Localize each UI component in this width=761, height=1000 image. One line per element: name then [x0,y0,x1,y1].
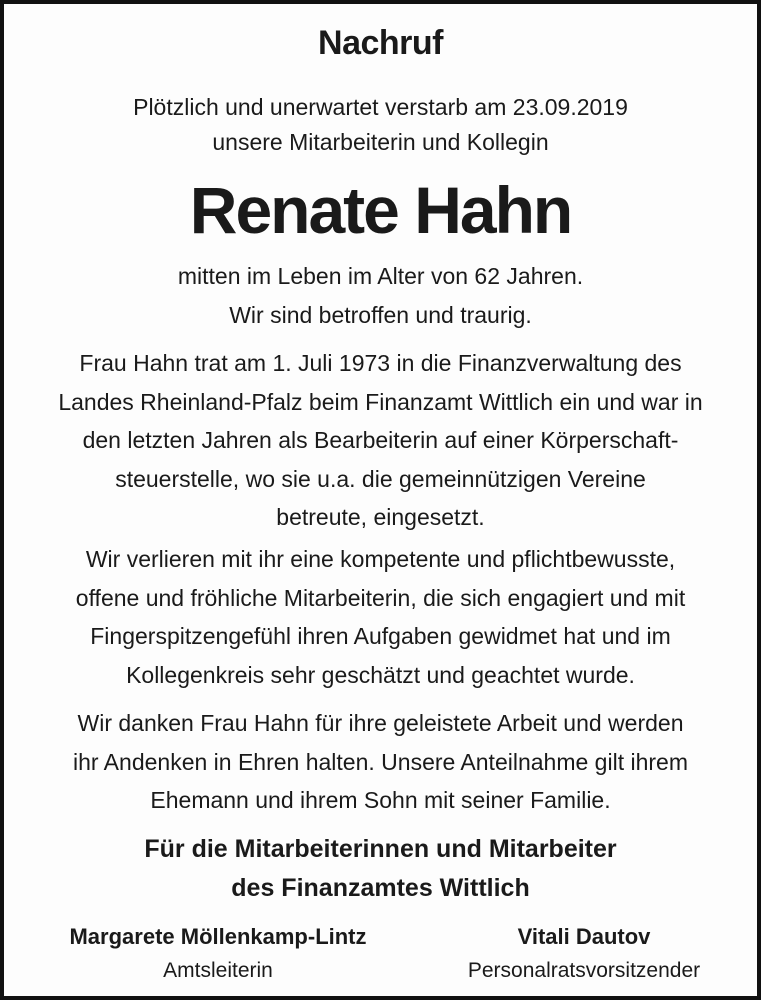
signatory-right [424,920,744,988]
signatory-left [34,920,402,988]
closing-text: Für die Mitarbeiterinnen und Mitarbeiter [144,835,617,863]
paragraph-line: Fingerspitzengefühl ihren Aufgaben gewidmet hat und im [90,623,671,649]
closing-line [4,830,757,908]
paragraph-line: Ehemann und ihrem Sohn mit seiner Familie. [150,787,611,813]
signatory-role: Amtsleiterin [163,959,273,982]
tribute-paragraph [14,540,747,694]
age-paragraph [14,257,747,334]
paragraph-line: Wir danken Frau Hahn für ihre geleistete Arbeit und werden [77,710,684,736]
paragraph-line: offene und fröhliche Mitarbeiterin, die sich engagiert und mit [75,584,686,611]
paragraph-line: Landes Rheinland-Pfalz beim Finanzamt Wittlich ein und war in [58,388,703,415]
paragraph-line: den letzten Jahren als Bearbeiterin auf einer Körperschaft- [82,427,679,453]
paragraph-line: Kollegenkreis sehr geschätzt und geachtet wurde. [126,661,635,688]
signatory-name: Vitali Dautov [517,924,651,949]
paragraph-line: mitten im Leben im Alter von 62 Jahren. [177,263,584,289]
signatory-role: Personalratsvorsitzender [467,959,701,982]
closing-text: des Finanzamtes Wittlich [231,874,530,902]
career-paragraph [14,344,747,537]
paragraph-line: Wir verlieren mit ihr eine kompetente und pflichtbewusste, [85,546,676,572]
notice-heading: Nachruf [318,24,443,62]
intro-line: unsere Mitarbeiterin und Kollegin [212,129,549,155]
intro-text [4,90,757,160]
deceased-name: Renate Hahn [189,173,572,247]
paragraph-line: steuerstelle, wo sie u.a. die gemeinnützigen Vereine [115,465,646,492]
paragraph-line: Wir sind betroffen und traurig. [229,301,532,328]
paragraph-line: ihr Andenken in Ehren halten. Unsere Anteilnahme gilt ihrem [73,748,688,775]
paragraph-line: Frau Hahn trat am 1. Juli 1973 in die Finanzverwaltung des [79,350,682,376]
paragraph-line: betreute, eingesetzt. [276,504,485,530]
thanks-paragraph [14,704,747,820]
signatory-name: Margarete Möllenkamp-Lintz [69,924,367,949]
intro-line: Plötzlich und unerwartet verstarb am 23.09.2019 [133,94,628,120]
